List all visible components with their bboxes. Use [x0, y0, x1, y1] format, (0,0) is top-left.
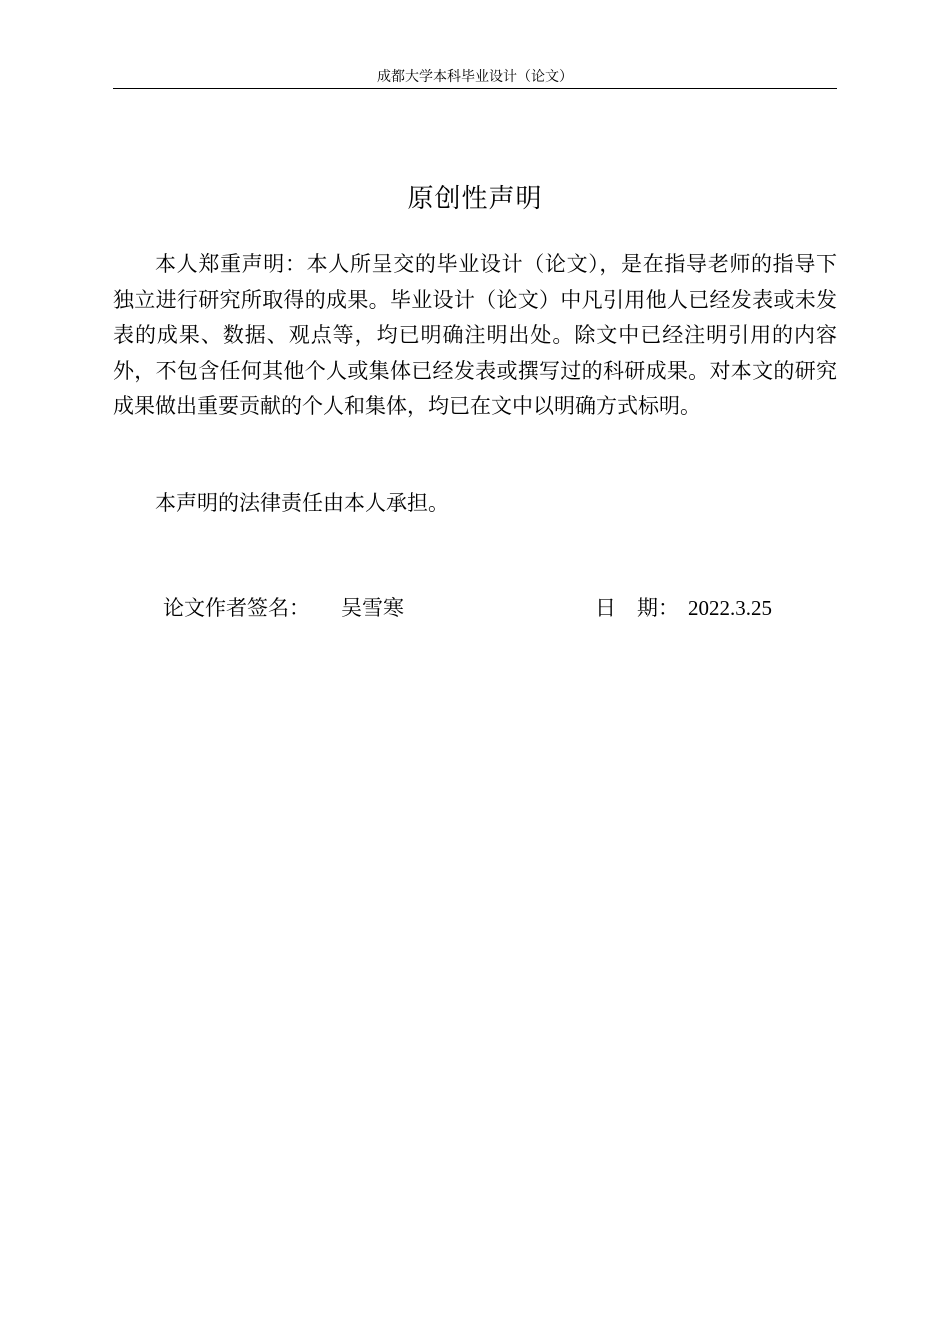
author-signature-label: 论文作者签名： — [163, 596, 310, 620]
responsibility-paragraph: 本声明的法律责任由本人承担。 — [155, 491, 449, 515]
author-signature-name: 吴雪寒 — [341, 596, 404, 620]
date-value: 2022.3.25 — [688, 596, 772, 620]
running-header: 成都大学本科毕业设计（论文） — [377, 69, 573, 85]
page-title: 原创性声明 — [407, 184, 543, 214]
signature-row — [163, 590, 837, 626]
declaration-paragraph: 本人郑重声明：本人所呈交的毕业设计（论文），是在指导老师的指导下独立进行研究所取得的成果。毕业设计（论文）中凡引用他人已经发表或未发表的成果、数据、观点等，均已明确注明出处。除文中已经注明引用的内容外，不包含任何其他个人或集体已经发表或撰写过的科研成果。对本文的研究成果做出重要贡献的个人和集体，均已在文中以明确方式标明。 — [113, 252, 837, 418]
header-divider — [113, 88, 837, 89]
date-label: 日 期： — [595, 596, 679, 620]
